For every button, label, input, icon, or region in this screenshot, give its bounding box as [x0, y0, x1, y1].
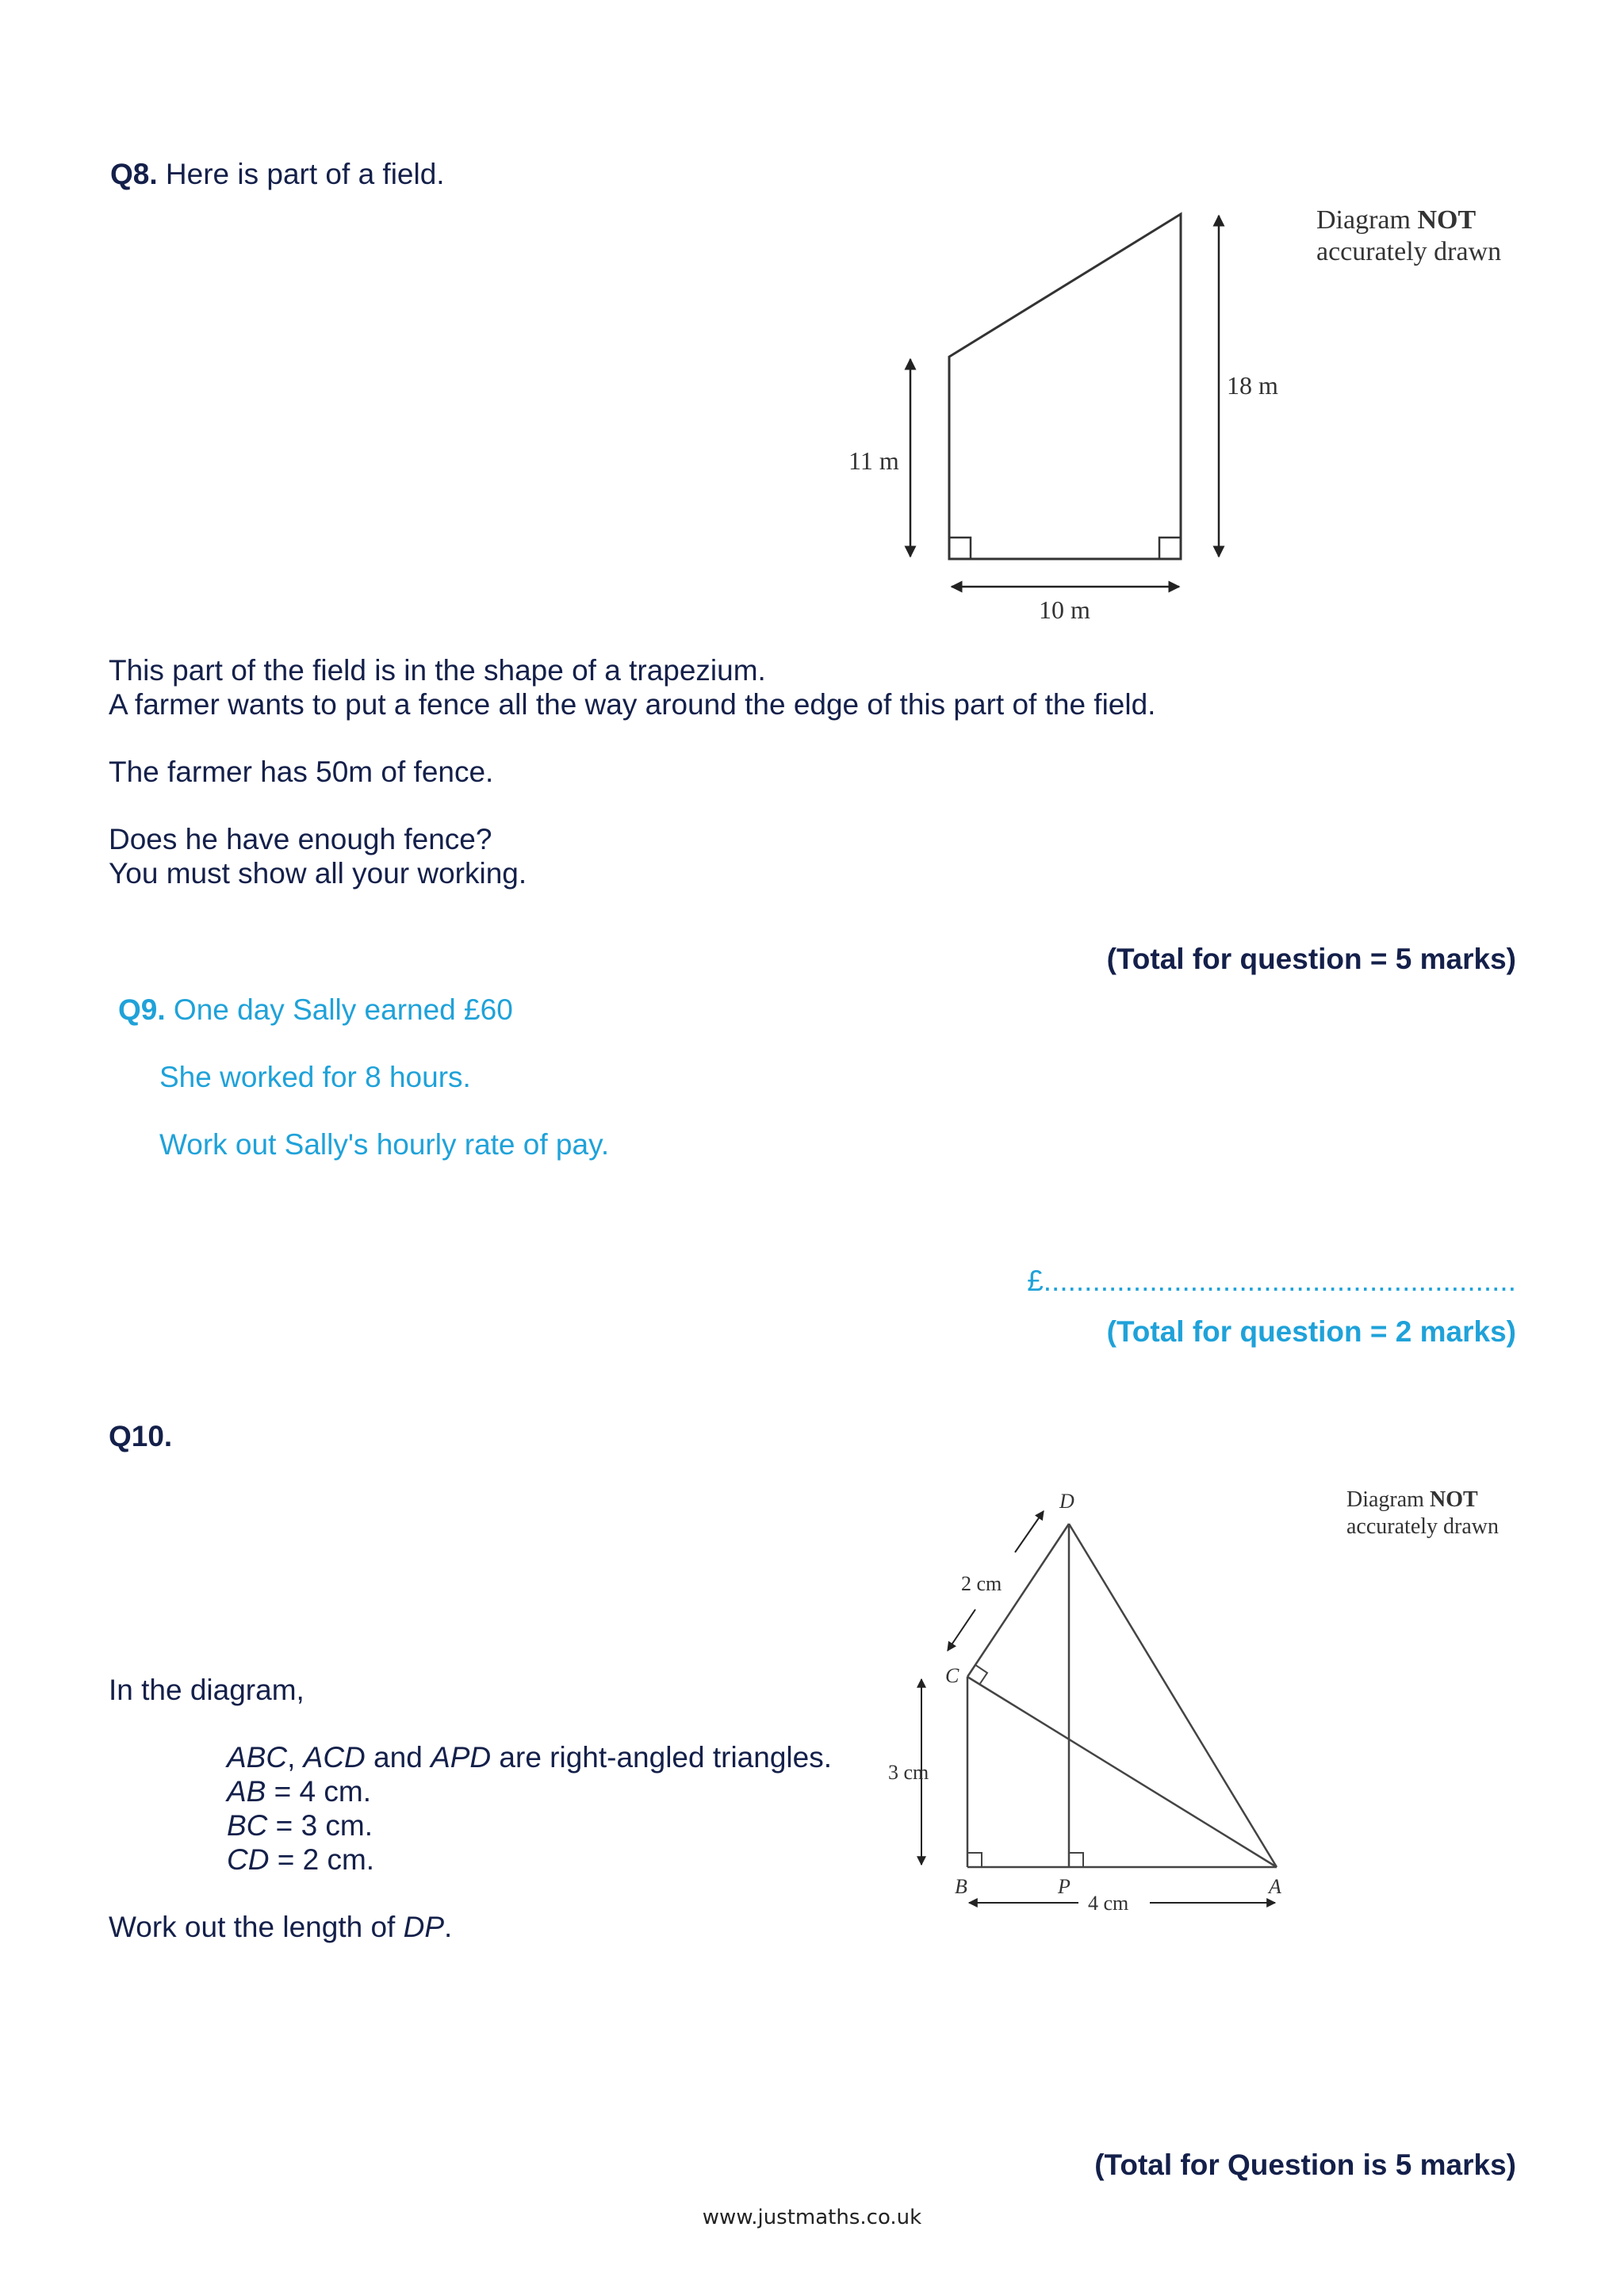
label-P: P [1058, 1875, 1071, 1898]
q9-line-2: She worked for 8 hours. [159, 1061, 471, 1093]
q10-task [109, 1910, 452, 1944]
q8-trapezium-diagram [825, 198, 1300, 634]
cd-name: CD [227, 1843, 270, 1876]
q10-total-marks: (Total for Question is 5 marks) [1094, 2149, 1516, 2181]
arrow-2cm-lower [948, 1609, 975, 1651]
q9-heading [118, 993, 513, 1027]
q10-note-bold: NOT [1429, 1487, 1478, 1512]
segment-CA [967, 1677, 1277, 1867]
tri-apd: APD [431, 1741, 492, 1774]
q8-note-text: Diagram [1316, 205, 1418, 235]
q10-ab-line [227, 1774, 371, 1808]
tri-sep-2: and [365, 1741, 431, 1774]
q10-cd-line [227, 1843, 374, 1877]
q10-triangles-diagram [888, 1483, 1316, 1934]
q8-intro: Here is part of a field. [165, 158, 445, 190]
label-10m: 10 m [1039, 595, 1090, 624]
segment-DA [1069, 1524, 1277, 1867]
trapezium-shape [949, 214, 1181, 559]
q8-line-2: A farmer wants to put a fence all the way around the edge of this part of the field. [109, 688, 1156, 721]
q10-note-text-2: accurately drawn [1346, 1514, 1499, 1539]
q10-triangles-line [227, 1740, 832, 1774]
task-end: . [444, 1911, 453, 1943]
label-11m: 11 m [848, 446, 899, 475]
right-angle-B [967, 1853, 982, 1867]
q8-line-1: This part of the field is in the shape of a trapezium. [109, 654, 766, 687]
q8-line-5: You must show all your working. [109, 857, 527, 890]
label-18m: 18 m [1227, 371, 1278, 400]
tri-sep-1: , [287, 1741, 304, 1774]
q9-total-marks: (Total for question = 2 marks) [1106, 1315, 1516, 1348]
tri-acd: ACD [303, 1741, 366, 1774]
arrow-2cm-upper [1015, 1511, 1044, 1552]
q8-line-4: Does he have enough fence? [109, 823, 492, 855]
q8-note-bold: NOT [1417, 205, 1477, 235]
q9-answer-line[interactable]: £.......................................................... [1027, 1265, 1516, 1297]
q8-note-text-2: accurately drawn [1316, 237, 1502, 266]
label-A: A [1269, 1875, 1281, 1898]
q8-diagram-note [1316, 205, 1501, 268]
label-4cm: 4 cm [1088, 1892, 1129, 1915]
q9-line-3: Work out Sally's hourly rate of pay. [159, 1128, 610, 1161]
ab-value: = 4 cm. [266, 1775, 371, 1808]
label-2cm: 2 cm [961, 1572, 1002, 1595]
footer-url[interactable]: www.justmaths.co.uk [702, 2206, 922, 2229]
bc-value: = 3 cm. [267, 1809, 373, 1842]
tri-rest: are right-angled triangles. [491, 1741, 832, 1774]
q8-number: Q8. [110, 158, 158, 190]
q8-total-marks: (Total for question = 5 marks) [1106, 943, 1516, 975]
q8-line-3: The farmer has 50m of fence. [109, 756, 494, 788]
q9-line-1: One day Sally earned £60 [173, 993, 513, 1026]
ab-name: AB [227, 1775, 266, 1808]
label-3cm: 3 cm [888, 1761, 929, 1784]
bc-name: BC [227, 1809, 268, 1842]
q10-note-text: Diagram [1346, 1487, 1430, 1512]
q8-heading [110, 157, 445, 191]
right-angle-P [1069, 1853, 1083, 1867]
q10-bc-line [227, 1808, 373, 1843]
right-angle-mark-right [1159, 538, 1181, 559]
tri-abc: ABC [227, 1741, 288, 1774]
task-variable: DP [403, 1911, 444, 1943]
q10-diagram-note [1346, 1487, 1499, 1540]
q10-intro: In the diagram, [109, 1674, 304, 1706]
label-C: C [945, 1664, 959, 1687]
label-B: B [955, 1875, 967, 1898]
q10-number: Q10. [109, 1420, 173, 1452]
cd-value: = 2 cm. [269, 1843, 375, 1876]
task-text: Work out the length of [109, 1911, 404, 1943]
label-D: D [1059, 1490, 1074, 1513]
right-angle-mark-left [949, 538, 971, 559]
q9-number: Q9. [118, 993, 166, 1026]
